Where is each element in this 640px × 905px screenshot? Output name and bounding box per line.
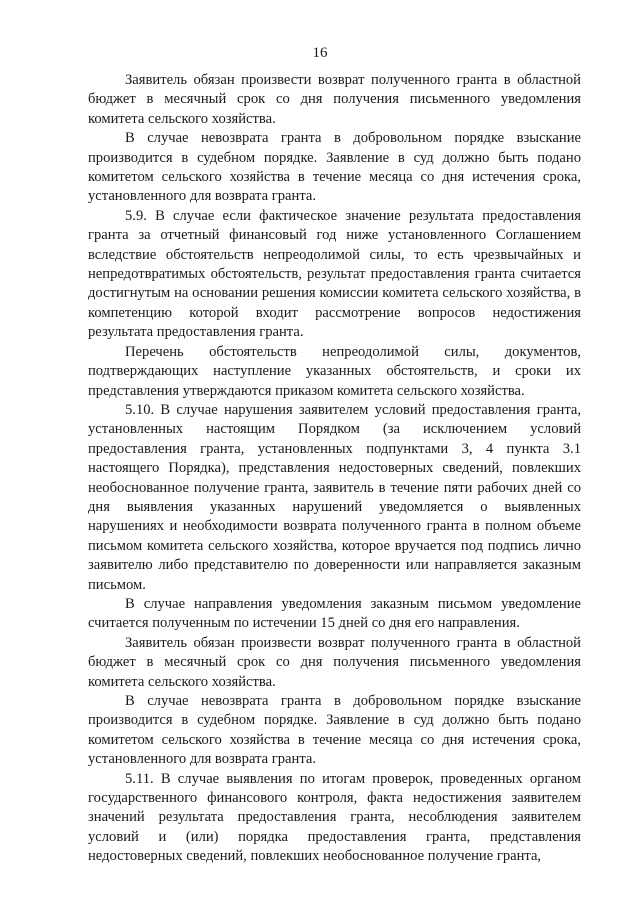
paragraph: Перечень обстоятельств непреодолимой силы, документов, подтверждающих наступление указанных обстоятельств, и сроки их представления утверждаются приказом комитета сельского хозяйства. [88,343,581,399]
document-body [88,71,581,867]
page-number: 16 [312,45,328,61]
paragraph-5-11: 5.11. В случае выявления по итогам проверок, проведенных органом государственного финансового контроля, факта недостижения заявителем значений результата предоставления гранта, несоблюдения заявителем условий и (или) порядка предоставления гранта, представления недостоверных сведений, повлекших необоснованное получение гранта, [88,770,581,865]
paragraph: Заявитель обязан произвести возврат полученного гранта в областной бюджет в месячный срок со дня получения письменного уведомления комитета сельского хозяйства. [88,634,581,690]
paragraph: В случае невозврата гранта в добровольном порядке взыскание производится в судебном порядке. Заявление в суд должно быть подано комитетом сельского хозяйства в течение месяца со дня истечения срока, установленного для возврата гранта. [88,130,581,205]
paragraph-5-10: 5.10. В случае нарушения заявителем условий предоставления гранта, установленных настоящим Порядком (за исключением условий предоставления гранта, установленных подпунктами 3, 4 пункта 3.1 настоящего Порядка), представления недостоверных сведений, повлекших необоснованное получение гранта, заявитель в течение пяти рабочих дней со дня выявления указанных нарушений уведомляется о выявленных нарушениях и необходимости возврата полученного гранта в полном объеме письмом комитета сельского хозяйства, которое вручается под подпись лично заявителю либо представителю по доверенности или направляется заказным письмом. [88,401,581,593]
paragraph: В случае невозврата гранта в добровольном порядке взыскание производится в судебном порядке. Заявление в суд должно быть подано комитетом сельского хозяйства в течение месяца со дня истечения срока, установленного для возврата гранта. [88,693,581,768]
paragraph: В случае направления уведомления заказным письмом уведомление считается полученным по истечении 15 дней со дня его направления. [88,595,581,632]
paragraph: Заявитель обязан произвести возврат полученного гранта в областной бюджет в месячный срок со дня получения письменного уведомления комитета сельского хозяйства. [88,72,581,127]
paragraph-5-9: 5.9. В случае если фактическое значение результата предоставления гранта за отчетный финансовый год ниже установленного Соглашением вследствие обстоятельств непреодолимой силы, то есть чрезвычайных и непредотвратимых обстоятельств, результат предоставления гранта считается достигнутым на основании решения комиссии комитета сельского хозяйства, в компетенцию которой входит рассмотрение вопросов недостижения результата предоставления гранта. [88,207,581,341]
